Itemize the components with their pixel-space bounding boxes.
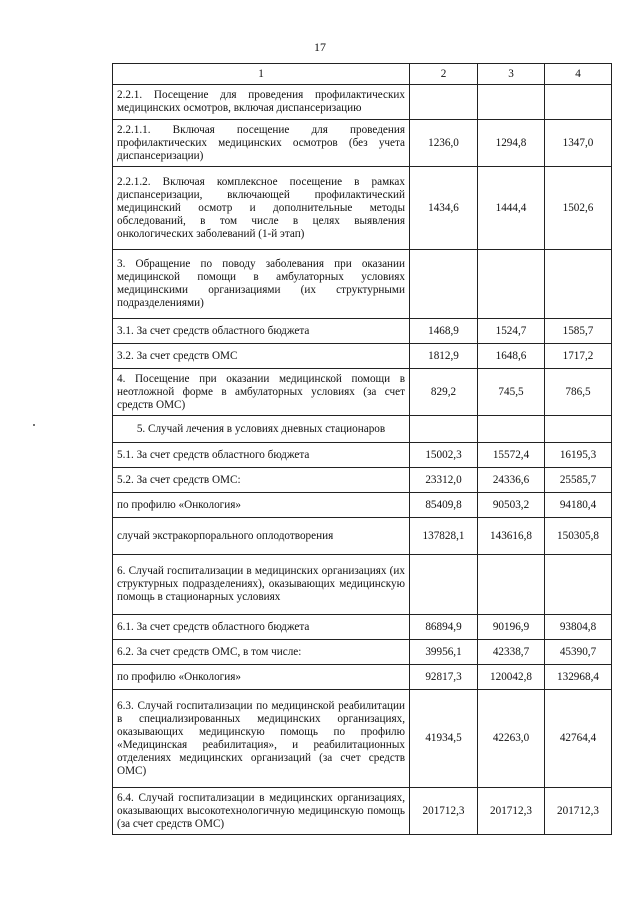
table-row — [113, 493, 612, 518]
value-cell-c4: 150305,8 — [545, 518, 612, 555]
value-cell-c2: 23312,0 — [410, 468, 478, 493]
value-cell-c3: 42263,0 — [478, 690, 545, 788]
row-label: 3.1. За счет средств областного бюджета — [113, 319, 410, 344]
row-label: 2.2.1.2. Включая комплексное посещение в рамках диспансеризации, включающей профилактический медицинский осмотр и дополнительные методы обследований, в том числе в целях выявления онкологических заболеваний (1-й этап) — [113, 167, 410, 250]
table-row — [113, 167, 612, 250]
row-label: 6.3. Случай госпитализации по медицинской реабилитации в специализированных медицинских организациях, оказывающих медицинскую помощь по профилю «Медицинская реабилитация», и реабилитационных отделениях медицинских организаций (за счет средств ОМС) — [113, 690, 410, 788]
page-number: 17 — [314, 40, 326, 54]
table-row — [113, 640, 612, 665]
value-cell-c3: 42338,7 — [478, 640, 545, 665]
table-row — [113, 344, 612, 369]
value-cell-c3: 90503,2 — [478, 493, 545, 518]
row-label: 2.2.1. Посещение для проведения профилактических медицинских осмотров, включая диспансеризацию — [113, 85, 410, 120]
value-cell-c2: 1812,9 — [410, 344, 478, 369]
value-cell-c2: 137828,1 — [410, 518, 478, 555]
row-label: 2.2.1.1. Включая посещение для проведения профилактических медицинских осмотров (без учета диспансеризации) — [113, 120, 410, 167]
value-cell-c3 — [478, 416, 545, 443]
row-label: по профилю «Онкология» — [113, 665, 410, 690]
table-row — [113, 555, 612, 615]
row-label: 3.2. За счет средств ОМС — [113, 344, 410, 369]
table-row — [113, 665, 612, 690]
scan-speck — [33, 424, 35, 426]
value-cell-c4: 93804,8 — [545, 615, 612, 640]
row-label: 6.4. Случай госпитализации в медицинских организациях, оказывающих высокотехнологичную медицинскую помощь (за счет средств ОМС) — [113, 788, 410, 835]
value-cell-c2: 15002,3 — [410, 443, 478, 468]
value-cell-c4: 1717,2 — [545, 344, 612, 369]
table-row — [113, 416, 612, 443]
column-header: 2 — [410, 64, 478, 85]
row-label: случай экстракорпорального оплодотворения — [113, 518, 410, 555]
table-row — [113, 468, 612, 493]
table-row — [113, 518, 612, 555]
table-row — [113, 319, 612, 344]
row-label: 5.1. За счет средств областного бюджета — [113, 443, 410, 468]
value-cell-c4: 201712,3 — [545, 788, 612, 835]
table-row — [113, 369, 612, 416]
value-cell-c2: 829,2 — [410, 369, 478, 416]
row-label: 6.1. За счет средств областного бюджета — [113, 615, 410, 640]
value-cell-c3: 1444,4 — [478, 167, 545, 250]
value-cell-c3: 15572,4 — [478, 443, 545, 468]
norms-table — [112, 63, 612, 835]
row-label: 6. Случай госпитализации в медицинских организациях (их структурных подразделениях), оказывающих медицинскую помощь в стационарных условиях — [113, 555, 410, 615]
column-header: 1 — [113, 64, 410, 85]
value-cell-c4: 132968,4 — [545, 665, 612, 690]
value-cell-c4 — [545, 250, 612, 319]
value-cell-c2 — [410, 416, 478, 443]
value-cell-c2: 92817,3 — [410, 665, 478, 690]
row-label: 5.2. За счет средств ОМС: — [113, 468, 410, 493]
value-cell-c2: 41934,5 — [410, 690, 478, 788]
value-cell-c3: 90196,9 — [478, 615, 545, 640]
value-cell-c3: 1524,7 — [478, 319, 545, 344]
value-cell-c3 — [478, 555, 545, 615]
value-cell-c2: 1434,6 — [410, 167, 478, 250]
value-cell-c4: 1585,7 — [545, 319, 612, 344]
value-cell-c2: 39956,1 — [410, 640, 478, 665]
value-cell-c4: 42764,4 — [545, 690, 612, 788]
value-cell-c4: 94180,4 — [545, 493, 612, 518]
row-label: по профилю «Онкология» — [113, 493, 410, 518]
value-cell-c3 — [478, 85, 545, 120]
value-cell-c3 — [478, 250, 545, 319]
value-cell-c3: 143616,8 — [478, 518, 545, 555]
table-row — [113, 788, 612, 835]
table-header-row — [113, 64, 612, 85]
value-cell-c2 — [410, 555, 478, 615]
table-row — [113, 443, 612, 468]
column-header: 3 — [478, 64, 545, 85]
value-cell-c3: 1294,8 — [478, 120, 545, 167]
value-cell-c3: 1648,6 — [478, 344, 545, 369]
table-row — [113, 615, 612, 640]
row-label: 4. Посещение при оказании медицинской помощи в неотложной форме в амбулаторных условиях (за счет средств ОМС) — [113, 369, 410, 416]
row-label: 6.2. За счет средств ОМС, в том числе: — [113, 640, 410, 665]
table-row — [113, 85, 612, 120]
value-cell-c4 — [545, 416, 612, 443]
value-cell-c4 — [545, 85, 612, 120]
column-header: 4 — [545, 64, 612, 85]
value-cell-c4: 45390,7 — [545, 640, 612, 665]
value-cell-c4: 1347,0 — [545, 120, 612, 167]
table-row — [113, 250, 612, 319]
value-cell-c4: 786,5 — [545, 369, 612, 416]
row-label: 3. Обращение по поводу заболевания при оказании медицинской помощи в амбулаторных условиях медицинскими организациями (их структурными подразделениями) — [113, 250, 410, 319]
value-cell-c2: 201712,3 — [410, 788, 478, 835]
table-row — [113, 120, 612, 167]
value-cell-c4: 16195,3 — [545, 443, 612, 468]
value-cell-c2: 1236,0 — [410, 120, 478, 167]
row-label: 5. Случай лечения в условиях дневных стационаров — [113, 416, 410, 443]
value-cell-c4 — [545, 555, 612, 615]
value-cell-c2 — [410, 85, 478, 120]
table-row — [113, 690, 612, 788]
value-cell-c3: 201712,3 — [478, 788, 545, 835]
value-cell-c4: 1502,6 — [545, 167, 612, 250]
value-cell-c3: 24336,6 — [478, 468, 545, 493]
value-cell-c2: 1468,9 — [410, 319, 478, 344]
value-cell-c3: 120042,8 — [478, 665, 545, 690]
value-cell-c3: 745,5 — [478, 369, 545, 416]
value-cell-c2: 86894,9 — [410, 615, 478, 640]
value-cell-c2 — [410, 250, 478, 319]
value-cell-c2: 85409,8 — [410, 493, 478, 518]
value-cell-c4: 25585,7 — [545, 468, 612, 493]
